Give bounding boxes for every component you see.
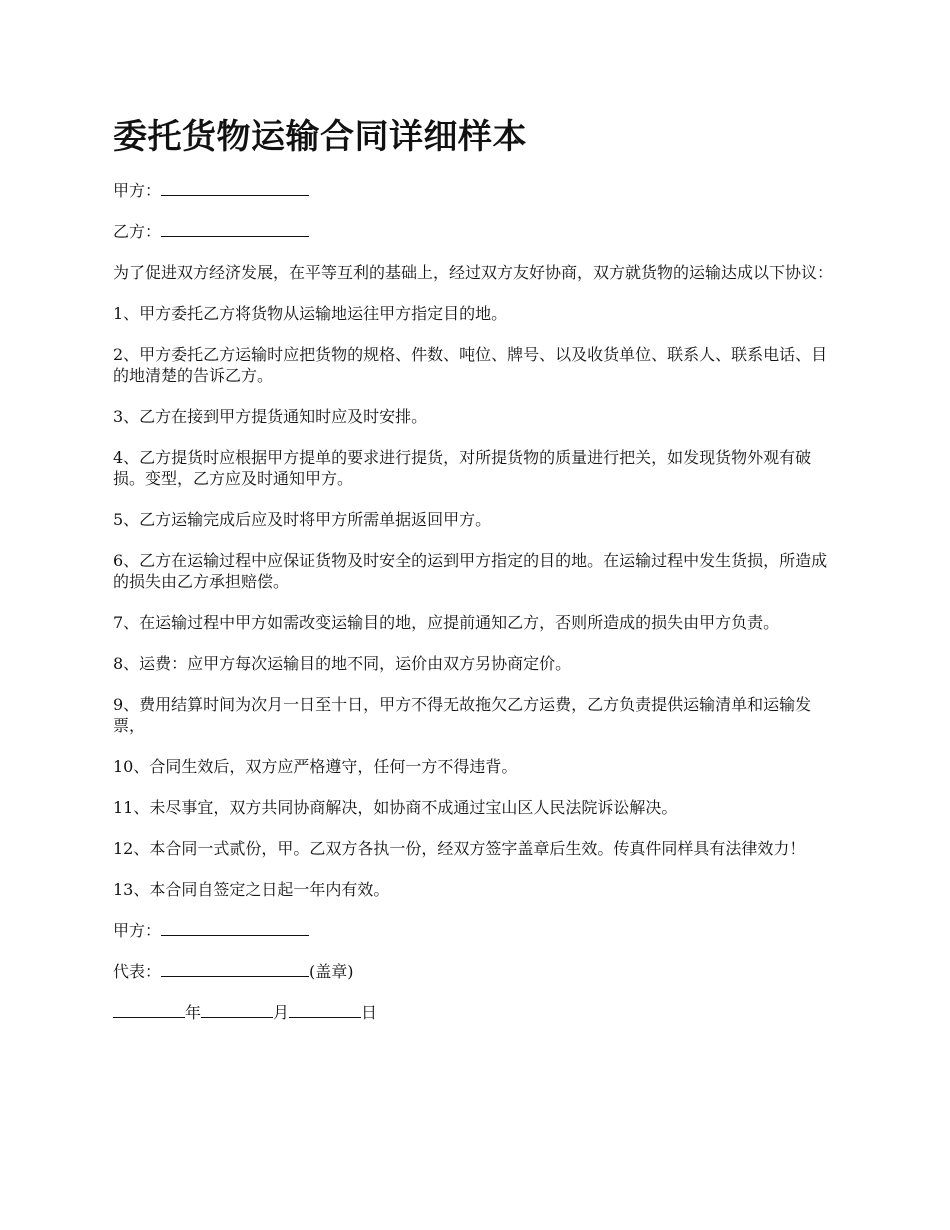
clause-10: 10、合同生效后，双方应严格遵守，任何一方不得违背。	[113, 757, 518, 776]
representative-line	[113, 961, 843, 982]
day-label: 日	[361, 1003, 378, 1022]
party-b-line	[113, 221, 843, 242]
party-a-label: 甲方：	[113, 181, 162, 200]
month-label: 月	[273, 1003, 290, 1022]
seal-label: (盖章)	[309, 962, 354, 981]
clause-11: 11、未尽事宜，双方共同协商解决，如协商不成通过宝山区人民法院诉讼解决。	[113, 798, 678, 817]
month-blank	[201, 1002, 273, 1018]
clause-3: 3、乙方在接到甲方提货通知时应及时安排。	[113, 407, 428, 426]
clause-13: 13、本合同自签定之日起一年内有效。	[113, 880, 390, 899]
date-line	[113, 1002, 843, 1023]
representative-blank	[161, 961, 309, 977]
signature-party-a-blank	[161, 920, 309, 936]
clause-5: 5、乙方运输完成后应及时将甲方所需单据返回甲方。	[113, 510, 492, 529]
signature-party-a-label: 甲方：	[113, 921, 162, 940]
clause-7: 7、在运输过程中甲方如需改变运输目的地，应提前通知乙方，否则所造成的损失由甲方负责。	[113, 613, 780, 632]
clause-6: 6、乙方在运输过程中应保证货物及时安全的运到甲方指定的目的地。在运输过程中发生货损，所造成的损失由乙方承担赔偿。	[113, 551, 828, 591]
party-b-blank	[161, 221, 309, 237]
intro-paragraph: 为了促进双方经济发展，在平等互利的基础上，经过双方友好协商，双方就货物的运输达成以下协议：	[113, 263, 834, 282]
clause-2: 2、甲方委托乙方运输时应把货物的规格、件数、吨位、牌号、以及收货单位、联系人、联系电话、目的地清楚的告诉乙方。	[113, 345, 828, 385]
clause-12: 12、本合同一式贰份，甲。乙双方各执一份，经双方签字盖章后生效。传真件同样具有法律效力！	[113, 839, 806, 858]
representative-label: 代表：	[113, 962, 162, 981]
party-a-blank	[161, 180, 309, 196]
contract-document	[113, 112, 843, 1043]
year-blank	[113, 1002, 185, 1018]
document-title: 委托货物运输合同详细样本	[113, 117, 527, 157]
party-b-label: 乙方：	[113, 222, 162, 241]
clause-1: 1、甲方委托乙方将货物从运输地运往甲方指定目的地。	[113, 304, 508, 323]
year-label: 年	[185, 1003, 202, 1022]
clause-9: 9、费用结算时间为次月一日至十日，甲方不得无故拖欠乙方运费，乙方负责提供运输清单和运输发票，	[113, 695, 812, 735]
party-a-line	[113, 180, 843, 201]
clause-4: 4、乙方提货时应根据甲方提单的要求进行提货，对所提货物的质量进行把关，如发现货物外观有破损。变型，乙方应及时通知甲方。	[113, 448, 812, 488]
day-blank	[289, 1002, 361, 1018]
signature-party-a-line	[113, 920, 843, 941]
clause-8: 8、运费：应甲方每次运输目的地不同，运价由双方另协商定价。	[113, 654, 572, 673]
